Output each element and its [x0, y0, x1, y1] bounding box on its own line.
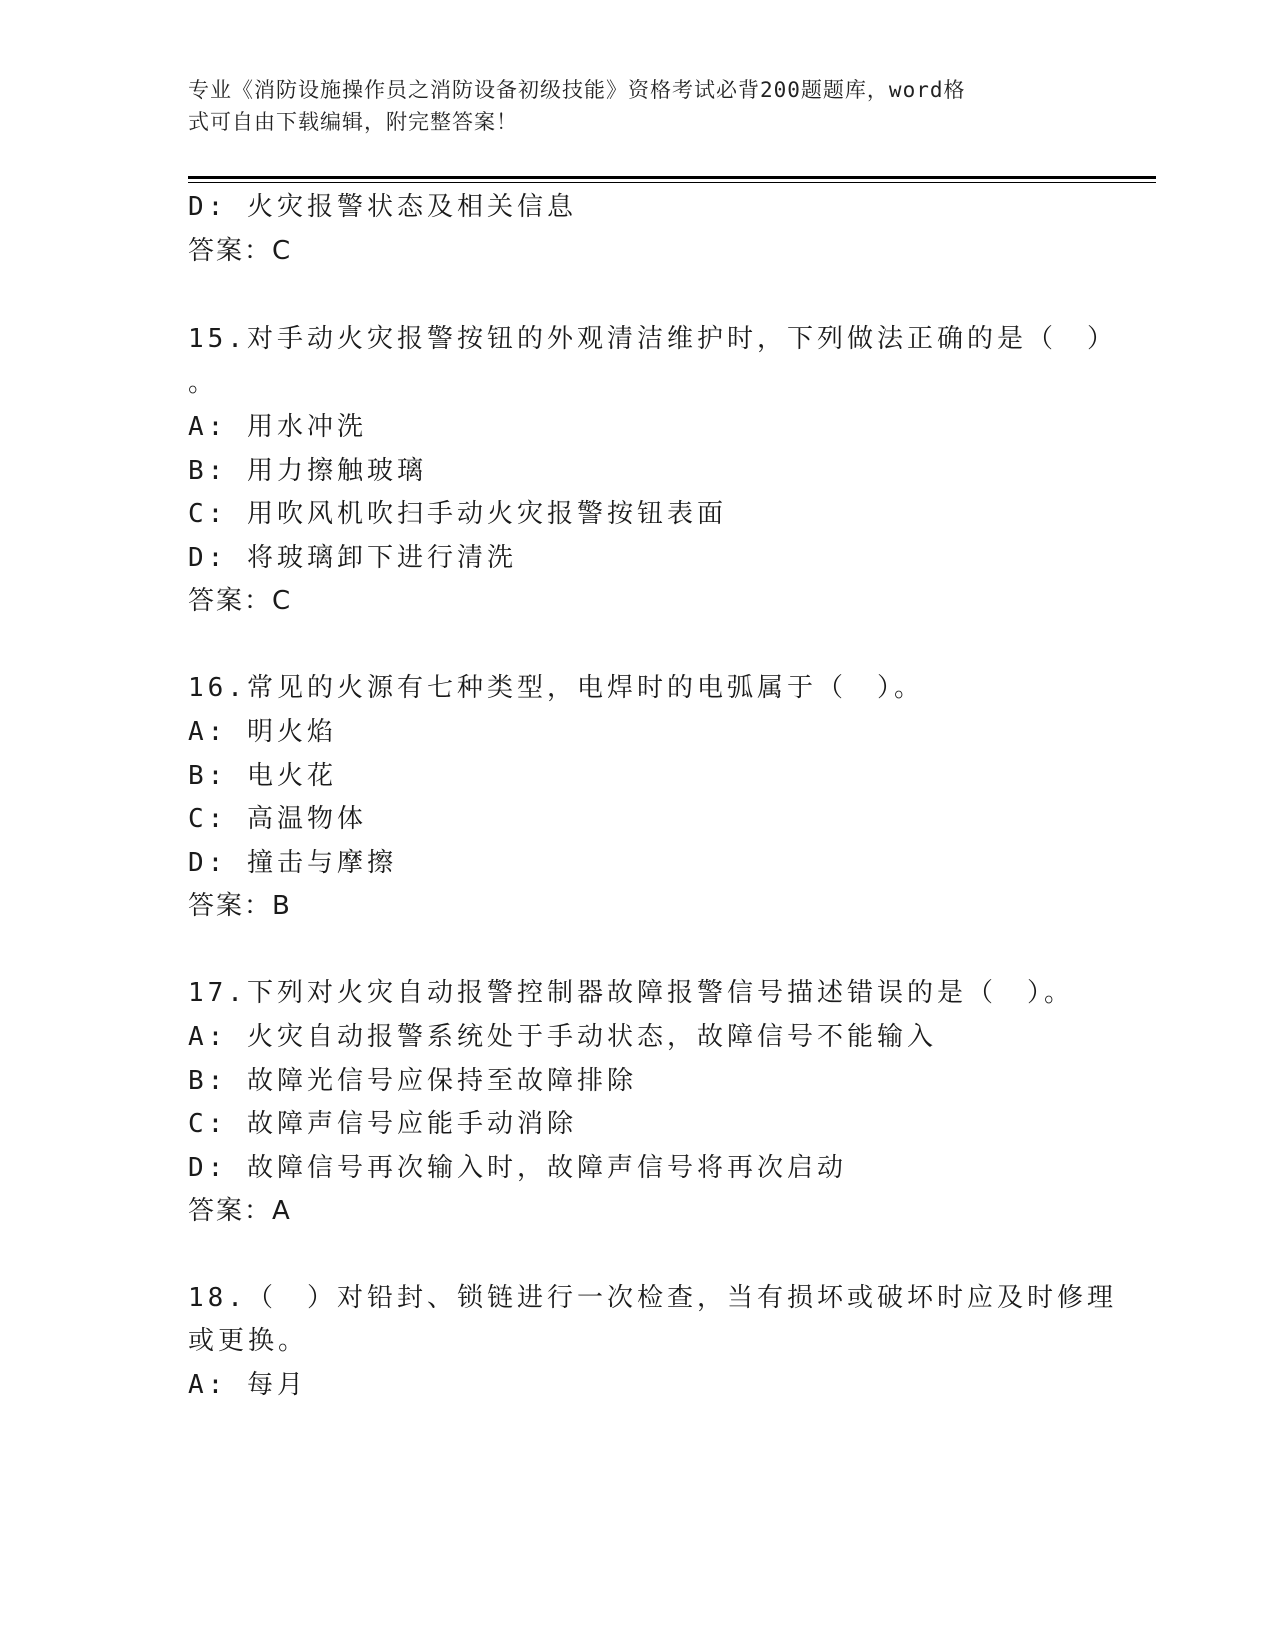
header-line-1: 专业《消防设施操作员之消防设备初级技能》资格考试必背200题题库，word格	[188, 78, 966, 102]
q16-option-d: D: 撞击与摩擦	[188, 848, 397, 878]
q16-option-a: A: 明火焰	[188, 717, 337, 747]
q18-option-a: A: 每月	[188, 1370, 307, 1400]
q15-option-d: D: 将玻璃卸下进行清洗	[188, 543, 517, 573]
prev-answer: 答案：C	[188, 236, 293, 266]
q17-option-b: B: 故障光信号应保持至故障排除	[188, 1066, 637, 1096]
q17-stem: 17.下列对火灾自动报警控制器故障报警信号描述错误的是（ ）。	[188, 978, 1074, 1008]
q17-answer: 答案：A	[188, 1196, 292, 1226]
q17-option-a: A: 火灾自动报警系统处于手动状态，故障信号不能输入	[188, 1022, 937, 1052]
q17-option-c: C: 故障声信号应能手动消除	[188, 1109, 577, 1139]
q15-option-a: A: 用水冲洗	[188, 412, 367, 442]
header-line-2: 式可自由下载编辑，附完整答案！	[188, 110, 518, 134]
q15-stem-continued: 。	[188, 368, 219, 398]
q15-answer: 答案：C	[188, 586, 293, 616]
q18-stem-continued: 或更换。	[188, 1326, 309, 1356]
q16-stem: 16.常见的火源有七种类型，电焊时的电弧属于（ ）。	[188, 673, 924, 703]
q15-option-c: C: 用吹风机吹扫手动火灾报警按钮表面	[188, 499, 727, 529]
q15-stem: 15.对手动火灾报警按钮的外观清洁维护时，下列做法正确的是（ ）	[188, 324, 1117, 354]
q17-option-d: D: 故障信号再次输入时，故障声信号将再次启动	[188, 1153, 847, 1183]
prev-option-d: D: 火灾报警状态及相关信息	[188, 192, 577, 222]
header-divider-thin	[188, 182, 1156, 183]
q18-stem: 18.（ ）对铅封、锁链进行一次检查，当有损坏或破坏时应及时修理	[188, 1283, 1117, 1313]
document-header	[188, 74, 1068, 138]
q15-option-b: B: 用力擦触玻璃	[188, 456, 427, 486]
q16-option-c: C: 高温物体	[188, 804, 367, 834]
q16-answer: 答案：B	[188, 891, 292, 921]
q16-option-b: B: 电火花	[188, 761, 337, 791]
header-divider-thick	[188, 176, 1156, 179]
